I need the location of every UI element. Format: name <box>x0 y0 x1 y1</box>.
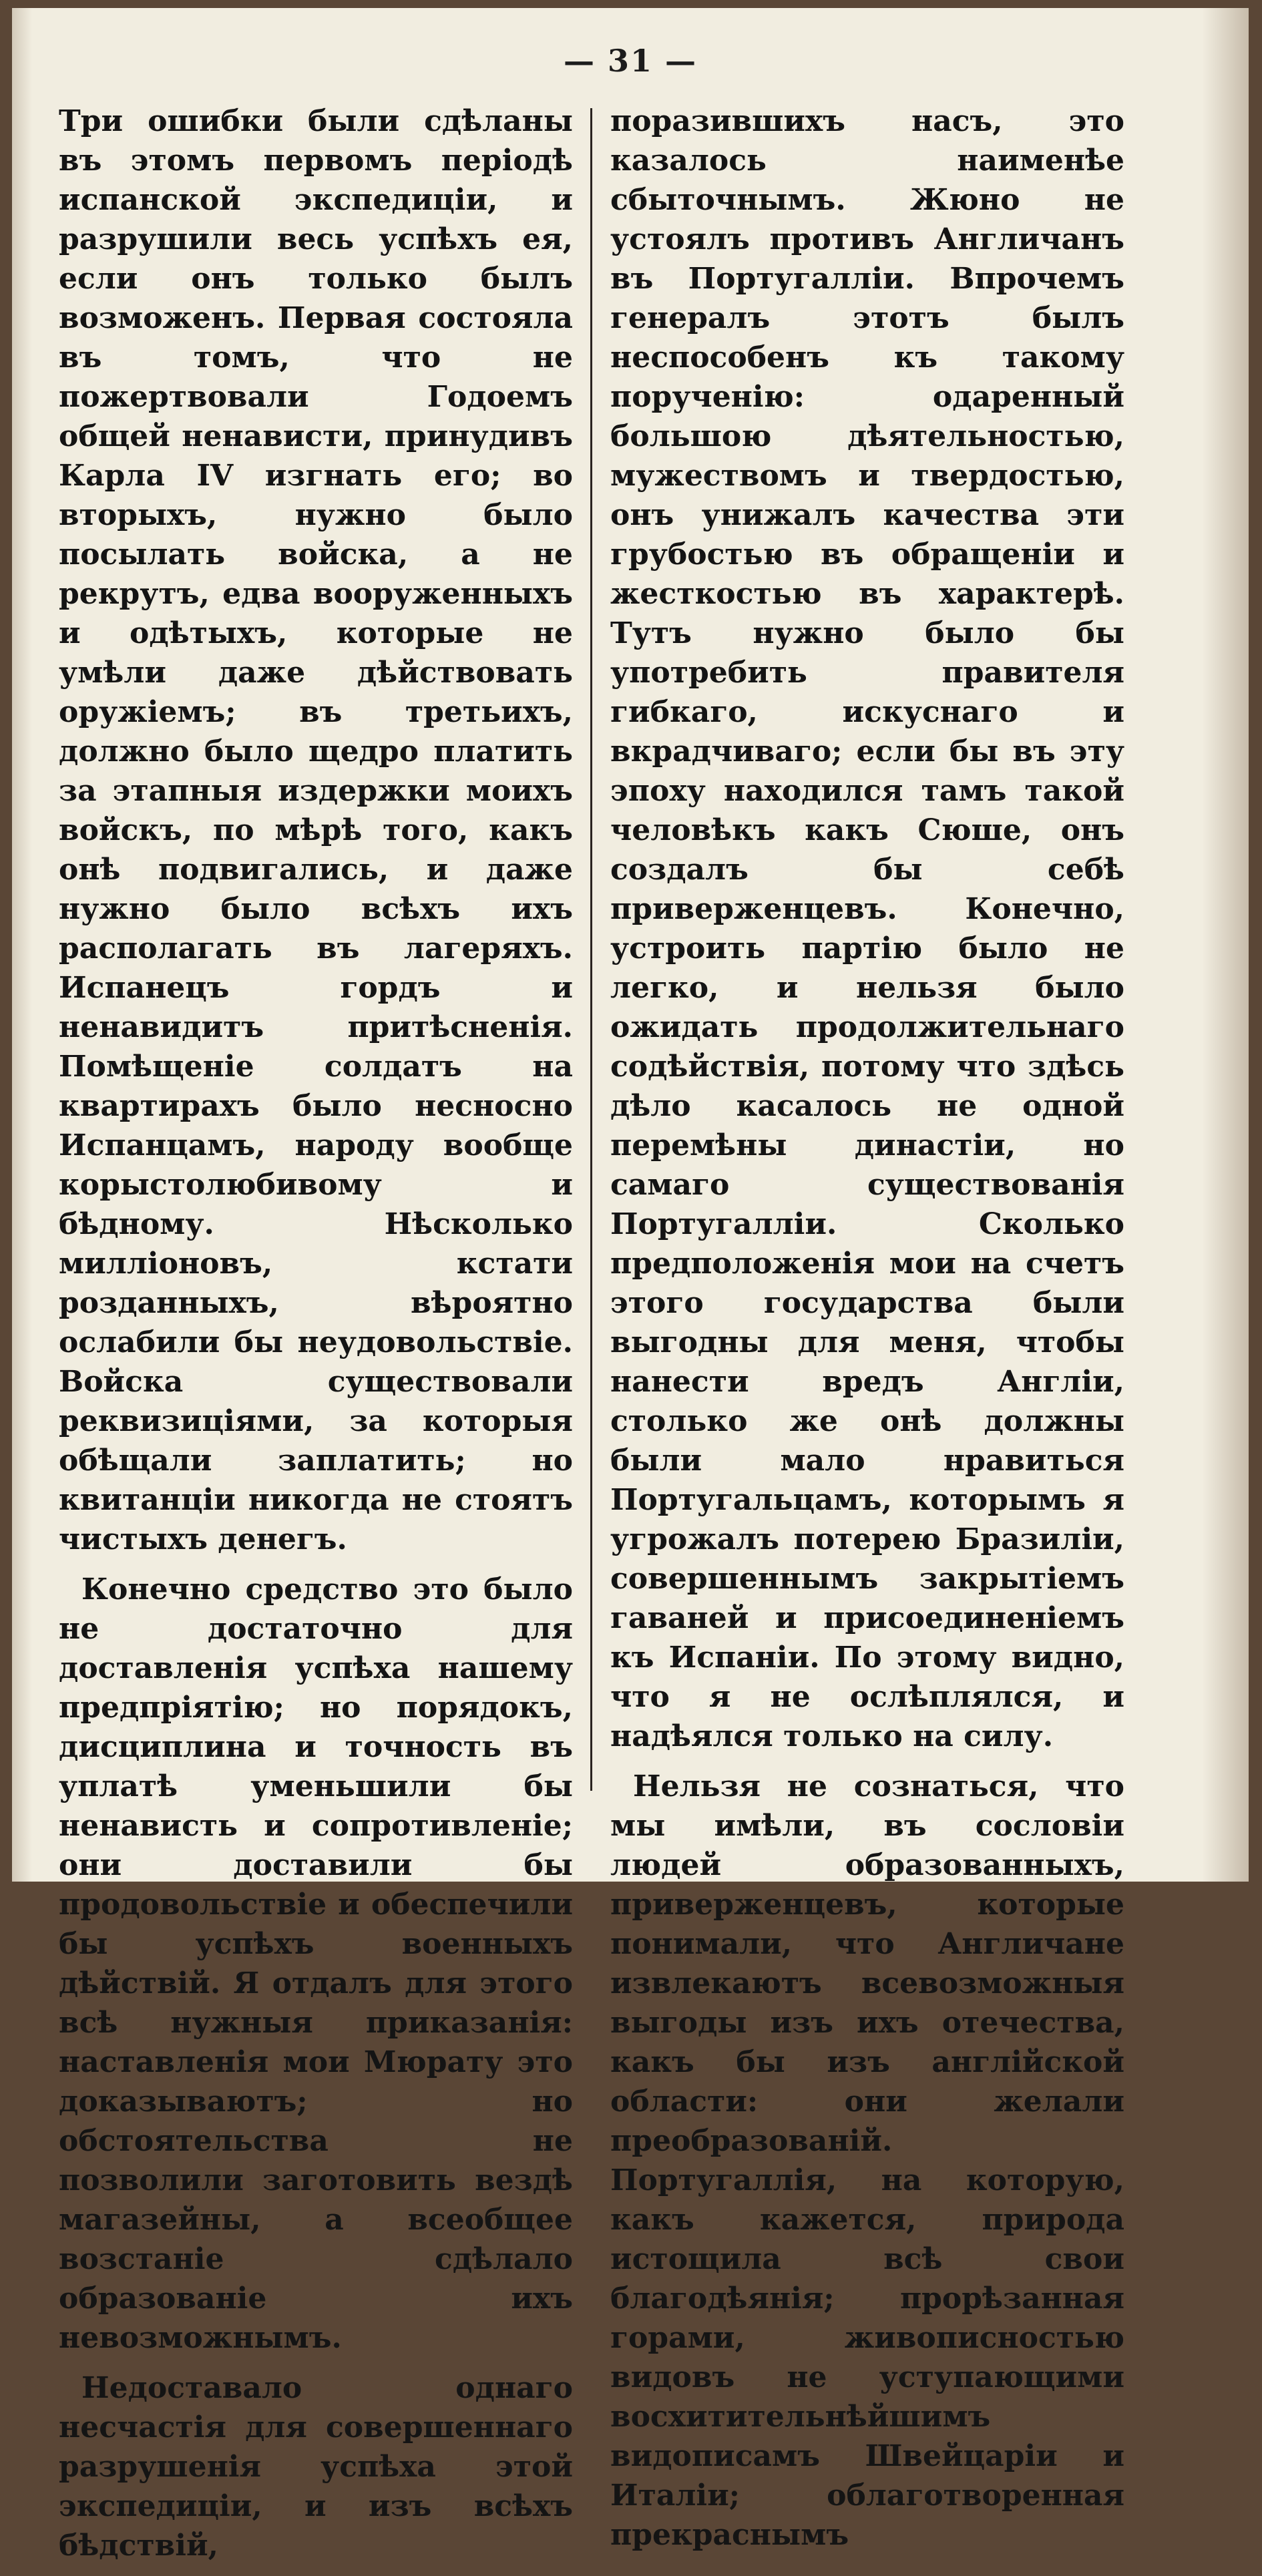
right-column <box>610 101 1124 2565</box>
page-edge-shadow-right <box>1202 8 1249 1882</box>
right-paragraph-2: Нельзя не сознаться, что мы имѣли, въ сословіи людей образованныхъ, приверженцевъ, которые понимали, что Англичане извлекаютъ всевозможныя выгоды изъ ихъ отечества, какъ бы изъ англійской области: они желали преобразованій. Португаллія, на которую, какъ кажется, природа истощила всѣ свои благодѣянія; прорѣзанная горами, живописностью видовъ не уступающими восхитительнѣйшимъ видописамъ Швейцаріи и Италіи; облаготворенная прекраснымъ <box>610 1769 1124 2552</box>
column-divider <box>590 108 592 1791</box>
left-column <box>59 101 573 2576</box>
left-paragraph-1: Три ошибки были сдѣланы въ этомъ первомъ періодѣ испанской экспедиціи, и разрушили весь успѣхъ ея, если онъ только былъ возможенъ. Первая состояла въ томъ, что не пожертвовали Годоемъ общей ненависти, принудивъ Карла IV изгнать его; во вторыхъ, нужно было посылать войска, а не рекрутъ, едва вооруженныхъ и одѣтыхъ, которые не умѣли даже дѣйствовать оружіемъ; въ третьихъ, должно было щедро платить за этапныя издержки моихъ войскъ, по мѣрѣ того, какъ онѣ подвигались, и даже нужно было всѣхъ ихъ располагать въ лагеряхъ. Испанецъ гордъ и ненавидитъ притѣсненія. Помѣщеніе солдатъ на квартирахъ было несносно Испанцамъ, народу вообще корыстолюбивому и бѣдному. Нѣсколько милліоновъ, кстати розданныхъ, вѣроятно ослабили бы неудовольствіе. Войска существовали реквизиціями, за которыя обѣщали заплатить; но квитанціи никогда не стоятъ чистыхъ денегъ. <box>59 104 573 1556</box>
right-paragraph-1: поразившихъ насъ, это казалось наименѣе сбыточнымъ. Жюно не устоялъ противъ Англичанъ въ Португалліи. Впрочемъ генералъ этотъ былъ неспособенъ къ такому порученію: одаренный большою дѣятельностью, мужествомъ и твердостью, онъ унижалъ качества эти грубостью въ обращеніи и жесткостью въ характерѣ. Тутъ нужно было бы употребить правителя гибкаго, искуснаго и вкрадчиваго; если бы въ эту эпоху находился тамъ такой человѣкъ какъ Сюше, онъ создалъ бы себѣ приверженцевъ. Конечно, устроить партію было не легко, и нельзя было ожидать продолжительнаго содѣйствія, потому что здѣсь дѣло касалось не одной перемѣны династіи, но самаго существованія Португалліи. Сколько предположенія мои на счетъ этого государства были выгодны для меня, чтобы нанести вредъ Англіи, столько же онѣ должны были мало нравиться Португальцамъ, которымъ я угрожалъ потерею Бразиліи, совершеннымъ закрытіемъ гаваней и присоединеніемъ къ Испаніи. По этому видно, что я не ослѣплялся, и надѣялся только на силу. <box>610 104 1124 1753</box>
left-paragraph-3: Недоставало однаго несчастія для совершеннаго разрушенія успѣха этой экспедиціи, и изъ всѣхъ бѣдствій, <box>59 2371 573 2563</box>
book-page <box>12 8 1249 2563</box>
page-edge-shadow-left <box>12 8 32 1882</box>
left-paragraph-2: Конечно средство это было не достаточно для доставленія успѣха нашему предпріятію; но порядокъ, дисциплина и точность въ уплатѣ уменьшили бы ненависть и сопротивленіе; они доставили бы продовольствіе и обеспечили бы успѣхъ военныхъ дѣйствій. Я отдалъ для этого всѣ нужныя приказанія: наставленія мои Мюрату это доказываютъ; но обстоятельства не позволили заготовить вездѣ магазейны, а всеобщее возстаніе сдѣлало образованіе ихъ невозможнымъ. <box>59 1572 573 2355</box>
page-number: — 31 — <box>563 43 698 79</box>
